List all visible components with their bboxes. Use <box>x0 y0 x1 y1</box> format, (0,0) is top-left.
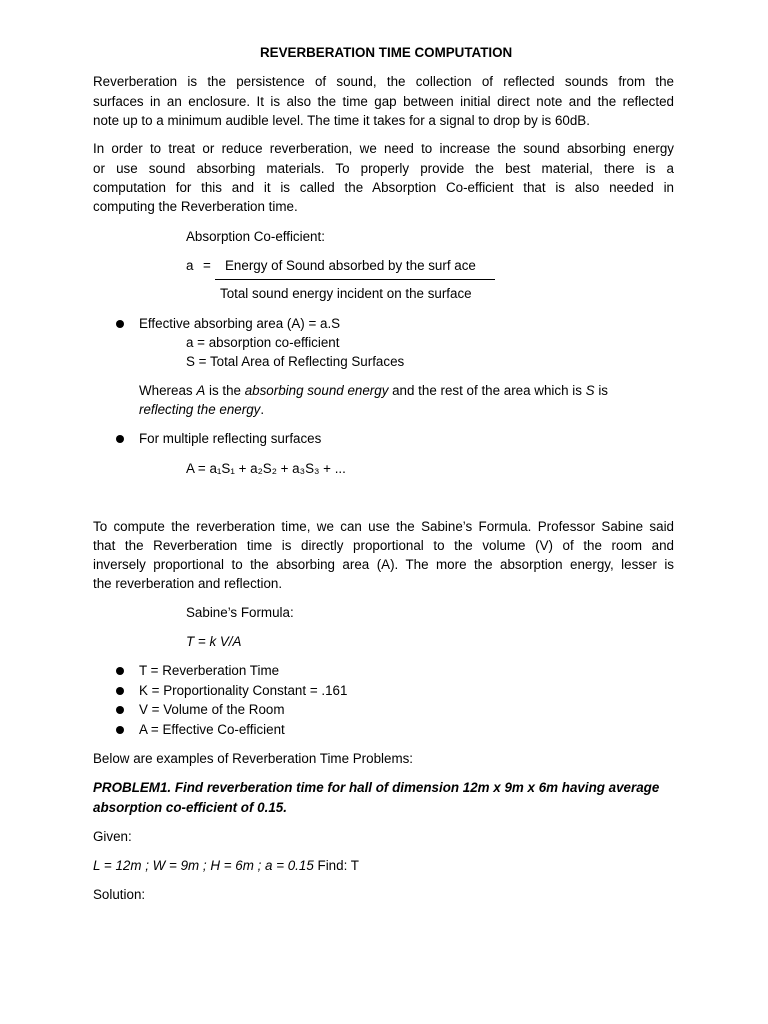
definition-t: T = Reverberation Time <box>139 663 280 678</box>
bullet-definition-a <box>116 726 124 734</box>
note-symbol-s: S <box>585 383 595 398</box>
bullet-definition-v <box>116 706 124 714</box>
intro-line-3: note up to a minimum audible level. The time it takes for a signal to drop by is 60dB. <box>93 113 590 128</box>
note-text-2: is the <box>205 383 245 398</box>
problem1-line-1: PROBLEM1. Find reverberation time for hall of dimension 12m x 9m x 6m having average <box>93 780 660 795</box>
sabine-line-4: the reverberation and reflection. <box>93 576 283 591</box>
fraction-rule <box>215 279 495 280</box>
note-text-3: and the rest of the area which is <box>388 383 586 398</box>
treatment-line-2: or use sound absorbing materials. To properly provide the best material, there is a <box>93 161 674 176</box>
absorption-heading: Absorption Co-efficient: <box>186 229 325 244</box>
given-values: L = 12m ; W = 9m ; H = 6m ; a = 0.15 <box>93 858 314 873</box>
note-period: . <box>260 402 265 417</box>
definition-effective-a: A = Effective Co-efficient <box>139 722 285 737</box>
sabine-line-1: To compute the reverberation time, we can use the Sabine’s Formula. Professor Sabine said <box>93 519 674 534</box>
whereas-line-2 <box>139 400 264 419</box>
definition-s: S = Total Area of Reflecting Surfaces <box>186 354 405 369</box>
intro-line-1: Reverberation is the persistence of sound, the collection of reflected sounds from the <box>93 74 674 89</box>
sabine-line-2: that the Reverberation time is directly proportional to the volume (V) of the room and <box>93 538 674 553</box>
bullet-definition-k <box>116 687 124 695</box>
whereas-line-1 <box>139 381 608 400</box>
sabine-heading: Sabine’s Formula: <box>186 605 294 620</box>
sabine-line-3: inversely proportional to the absorbing area (A). The more the absorption energy, lesser is <box>93 557 674 572</box>
find-label: Find: T <box>313 858 359 873</box>
absorption-numerator: Energy of Sound absorbed by the surf ace <box>225 258 476 273</box>
examples-intro: Below are examples of Reverberation Time Problems: <box>93 751 414 766</box>
treatment-line-3: computation for this and it is called the Absorption Co-efficient that is also needed in <box>93 180 674 195</box>
definition-k: K = Proportionality Constant = .161 <box>139 683 348 698</box>
definition-a: a = absorption co-efficient <box>186 335 340 350</box>
solution-label: Solution: <box>93 887 146 902</box>
note-text-4: is <box>594 383 608 398</box>
sabine-formula: T = k V/A <box>186 634 242 649</box>
note-text-1: Whereas <box>139 383 197 398</box>
note-reflecting-energy: reflecting the energy <box>139 402 261 417</box>
bullet-multiple-surfaces <box>116 435 124 443</box>
problem1-line-2: absorption co-efficient of 0.15. <box>93 800 287 815</box>
multiple-surfaces-formula: A = a₁S₁ + a₂S₂ + a₃S₃ + ... <box>186 461 346 476</box>
absorption-symbol: a <box>186 258 194 273</box>
absorption-equals: = <box>203 258 211 273</box>
treatment-line-4: computing the Reverberation time. <box>93 199 298 214</box>
given-line <box>93 856 359 875</box>
definition-v: V = Volume of the Room <box>139 702 285 717</box>
treatment-line-1: In order to treat or reduce reverberation, we need to increase the sound absorbing energy <box>93 141 674 156</box>
page-title: REVERBERATION TIME COMPUTATION <box>260 45 513 60</box>
bullet-effective-area <box>116 320 124 328</box>
note-absorbing-energy: absorbing sound energy <box>244 383 389 398</box>
given-label: Given: <box>93 829 132 844</box>
effective-area-item: Effective absorbing area (A) = a.S <box>139 316 341 331</box>
absorption-denominator: Total sound energy incident on the surface <box>220 286 472 301</box>
note-symbol-a: A <box>196 383 206 398</box>
multiple-surfaces-item: For multiple reflecting surfaces <box>139 431 322 446</box>
bullet-definition-t <box>116 667 124 675</box>
intro-line-2: surfaces in an enclosure. It is also the time gap between initial direct note and the reflected <box>93 94 674 109</box>
